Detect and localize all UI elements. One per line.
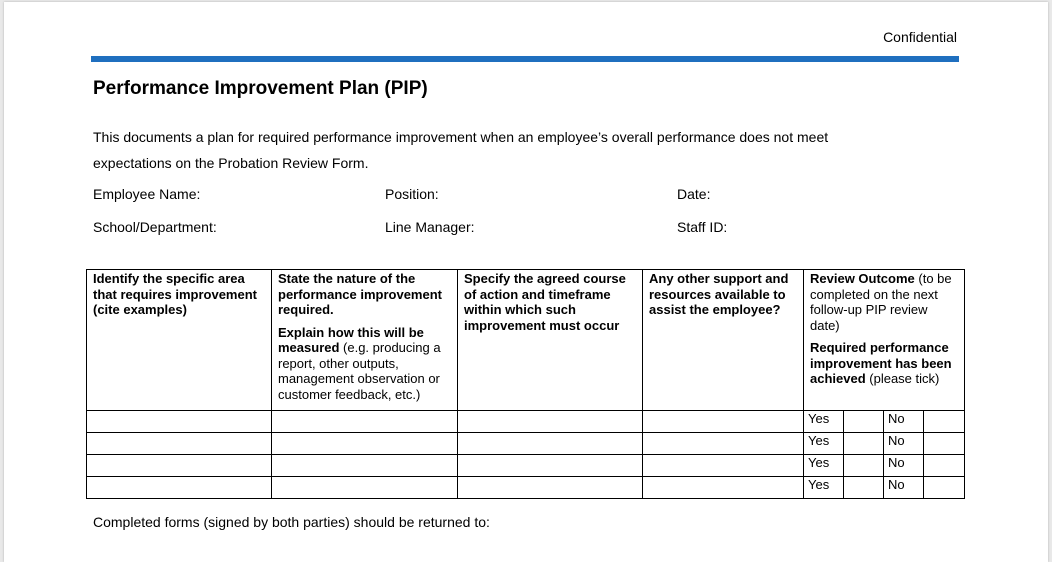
- header-nature-text: State the nature of the performance improvement required.: [278, 271, 442, 317]
- intro-text: [93, 124, 953, 176]
- support-input-cell[interactable]: [643, 455, 804, 477]
- action-input-cell[interactable]: [458, 433, 643, 455]
- action-input-cell[interactable]: [458, 455, 643, 477]
- header-support-cell: [643, 270, 804, 411]
- header-measure-text: [278, 325, 451, 403]
- intro-line-1: This documents a plan for required performance improvement when an employee’s overall performance does not meet: [93, 129, 829, 145]
- header-area-text: Identify the specific area that requires improvement (cite examples): [93, 271, 257, 317]
- yes-tick-box[interactable]: [844, 433, 884, 455]
- table-row: [87, 477, 965, 499]
- review-achieved-text: [810, 340, 958, 387]
- action-input-cell[interactable]: [458, 477, 643, 499]
- employee-name-label: Employee Name:: [93, 186, 201, 202]
- area-input-cell[interactable]: [87, 477, 272, 499]
- review-outcome-bold: Review Outcome: [810, 271, 915, 286]
- table-row: [87, 411, 965, 433]
- measure-bold: Explain how this will be measured: [278, 324, 424, 355]
- area-input-cell[interactable]: [87, 411, 272, 433]
- table-header-row: [87, 270, 965, 411]
- no-tick-box[interactable]: [924, 477, 965, 499]
- nature-input-cell[interactable]: [272, 411, 458, 433]
- staff-id-label: Staff ID:: [677, 219, 728, 235]
- no-label: No: [884, 433, 924, 455]
- no-label: No: [884, 455, 924, 477]
- support-input-cell[interactable]: [643, 411, 804, 433]
- yes-label: Yes: [804, 433, 844, 455]
- yes-tick-box[interactable]: [844, 455, 884, 477]
- no-tick-box[interactable]: [924, 411, 965, 433]
- yes-label: Yes: [804, 411, 844, 433]
- achieved-bold: Required performance improvement has been achieved: [810, 340, 952, 386]
- nature-input-cell[interactable]: [272, 433, 458, 455]
- header-support-text: Any other support and resources available to assist the employee?: [649, 271, 789, 317]
- header-action-text: Specify the agreed course of action and timeframe within which such improvement must occur: [464, 271, 626, 333]
- footer-note: Completed forms (signed by both parties) should be returned to:: [93, 514, 490, 530]
- review-outcome-rest: (to be completed on the next follow-up PIP review date): [810, 271, 952, 333]
- header-action-cell: [458, 270, 643, 411]
- pip-table: [86, 269, 965, 499]
- table-row: [87, 455, 965, 477]
- no-label: No: [884, 411, 924, 433]
- date-label: Date:: [677, 186, 711, 202]
- nature-input-cell[interactable]: [272, 477, 458, 499]
- area-input-cell[interactable]: [87, 455, 272, 477]
- action-input-cell[interactable]: [458, 411, 643, 433]
- support-input-cell[interactable]: [643, 477, 804, 499]
- header-area-cell: [87, 270, 272, 411]
- confidential-label: Confidential: [883, 29, 957, 45]
- header-review-cell: [804, 270, 965, 411]
- line-manager-label: Line Manager:: [385, 219, 475, 235]
- intro-line-2: expectations on the Probation Review Form.: [93, 155, 369, 171]
- no-tick-box[interactable]: [924, 455, 965, 477]
- yes-label: Yes: [804, 455, 844, 477]
- header-nature-cell: [272, 270, 458, 411]
- yes-tick-box[interactable]: [844, 477, 884, 499]
- area-input-cell[interactable]: [87, 433, 272, 455]
- table-row: [87, 433, 965, 455]
- header-rule: [91, 56, 959, 62]
- document-page: [4, 2, 1048, 562]
- nature-input-cell[interactable]: [272, 455, 458, 477]
- yes-label: Yes: [804, 477, 844, 499]
- yes-tick-box[interactable]: [844, 411, 884, 433]
- no-tick-box[interactable]: [924, 433, 965, 455]
- school-department-label: School/Department:: [93, 219, 217, 235]
- measure-rest: (e.g. producing a report, other outputs, management observation or customer feedback, etc.): [278, 340, 441, 402]
- page-title: Performance Improvement Plan (PIP): [93, 78, 428, 99]
- support-input-cell[interactable]: [643, 433, 804, 455]
- achieved-rest: (please tick): [865, 371, 940, 386]
- position-label: Position:: [385, 186, 439, 202]
- no-label: No: [884, 477, 924, 499]
